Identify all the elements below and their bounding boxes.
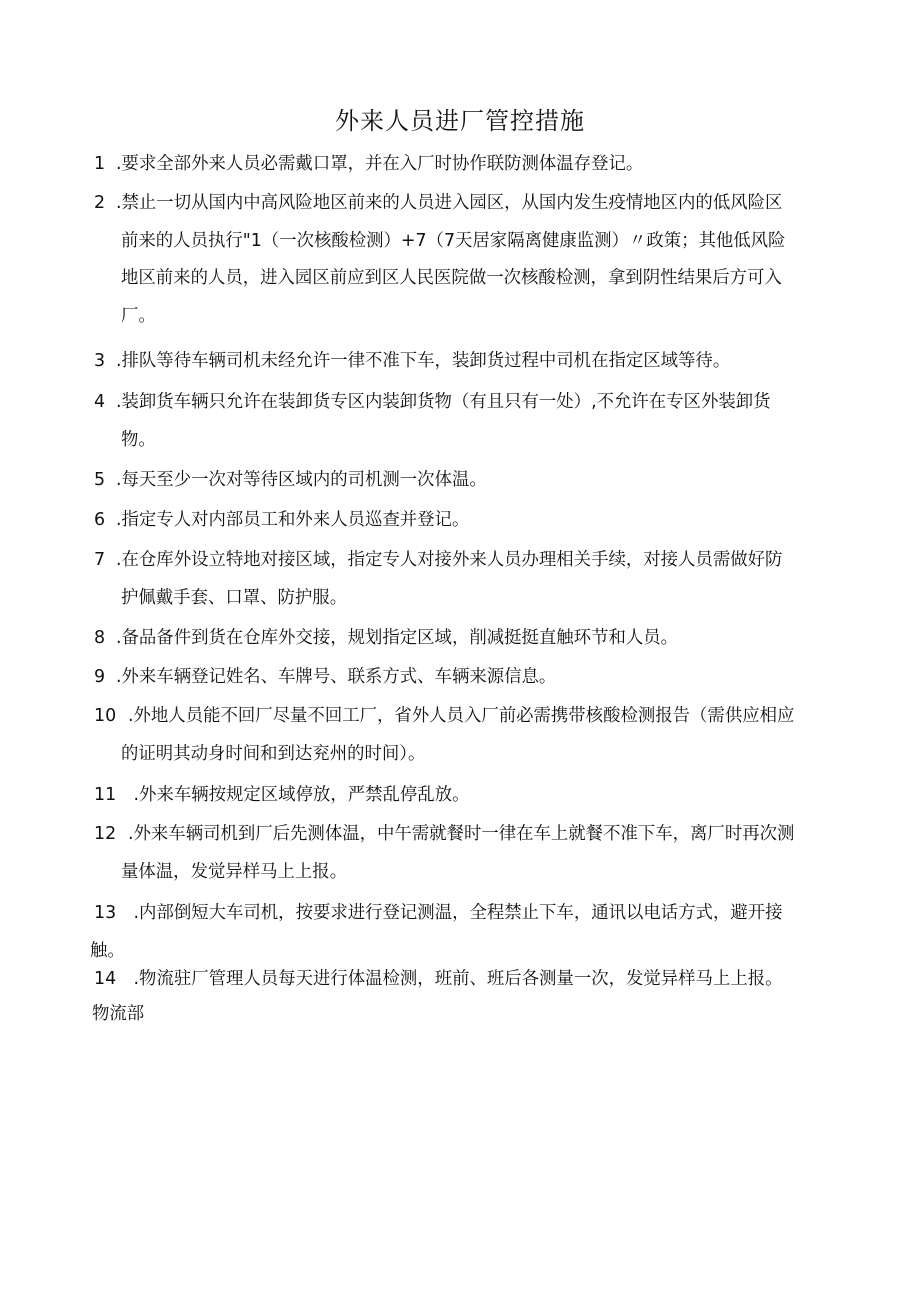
item-text-continued: 地区前来的人员，进入园区前应到区人民医院做一次核酸检测，拿到阴性结果后方可入 <box>121 268 782 288</box>
item-number: 2 <box>94 193 106 213</box>
item-text: .外来车辆按规定区域停放，严禁乱停乱放。 <box>128 785 470 805</box>
item-text: .每天至少一次对等待区域内的司机测一次体温。 <box>116 470 487 490</box>
item-number: 13 <box>94 903 117 923</box>
item-text: .内部倒短大车司机，按要求进行登记测温，全程禁止下车，通讯以电话方式，避开接 <box>128 903 783 923</box>
item-number: 5 <box>94 470 106 490</box>
item-text-continued: 厂。 <box>121 305 156 326</box>
department-signature: 物流部 <box>92 1004 145 1024</box>
item-number: 4 <box>94 392 106 412</box>
list-item <box>94 961 854 999</box>
item-number: 1 <box>94 154 106 174</box>
item-number: 8 <box>94 628 106 648</box>
item-text: .禁止一切从国内中高风险地区前来的人员进入园区，从国内发生疫情地区内的低风险区 <box>116 193 783 213</box>
list-item <box>90 895 854 970</box>
item-number: 10 <box>94 706 117 726</box>
item-text: .物流驻厂管理人员每天进行体温检测，班前、班后各测量一次，发觉异样马上上报。 <box>128 969 783 989</box>
item-text-continued: 量体温，发觉异样马上上报。 <box>121 861 348 882</box>
list-item <box>94 343 854 381</box>
item-number: 14 <box>94 969 117 989</box>
item-number: 9 <box>94 667 106 687</box>
item-text: .装卸货车辆只允许在装卸货专区内装卸货物（有且只有一处）,不允许在专区外装卸货 <box>116 392 771 412</box>
item-text: .指定专人对内部员工和外来人员巡查并登记。 <box>116 510 470 530</box>
list-item <box>94 462 854 500</box>
item-text: .备品备件到货在仓库外交接，规划指定区域，削减挺挺直触环节和人员。 <box>116 628 679 648</box>
list-item <box>94 542 854 617</box>
item-number: 3 <box>94 351 106 371</box>
list-item <box>94 384 854 459</box>
list-item <box>94 146 854 184</box>
item-text-continued: 触。 <box>90 940 125 961</box>
list-item <box>94 816 854 891</box>
item-text-continued: 护佩戴手套、口罩、防护服。 <box>121 587 348 608</box>
list-item <box>94 502 854 540</box>
item-text: .在仓库外设立特地对接区域，指定专人对接外来人员办理相关手续，对接人员需做好防 <box>116 550 783 570</box>
item-text-continued: 物。 <box>121 429 156 450</box>
item-text: .外地人员能不回厂尽量不回工厂，省外人员入厂前必需携带核酸检测报告（需供应相应 <box>128 706 795 726</box>
item-number: 11 <box>94 785 117 805</box>
list-item <box>94 659 854 697</box>
page-title: 外来人员进厂管控措施 <box>335 107 585 135</box>
item-number: 12 <box>94 824 117 844</box>
item-number: 7 <box>94 550 106 570</box>
list-item <box>94 620 854 658</box>
item-text: .外来车辆登记姓名、车牌号、联系方式、车辆来源信息。 <box>116 667 557 687</box>
item-text-continued: 前来的人员执行"1（一次核酸检测）+7（7天居家隔离健康监测）〃政策；其他低风险 <box>121 230 786 251</box>
list-item <box>94 777 854 815</box>
list-item <box>94 698 854 773</box>
item-text: .排队等待车辆司机未经允许一律不准下车，装卸货过程中司机在指定区域等待。 <box>116 351 731 371</box>
item-text-continued: 的证明其动身时间和到达兖州的时间）。 <box>121 743 426 764</box>
list-item <box>94 185 854 335</box>
item-text: .外来车辆司机到厂后先测体温，中午需就餐时一律在车上就餐不准下车，离厂时再次测 <box>128 824 795 844</box>
item-text: .要求全部外来人员必需戴口罩，并在入厂时协作联防测体温存登记。 <box>116 154 644 174</box>
item-number: 6 <box>94 510 106 530</box>
